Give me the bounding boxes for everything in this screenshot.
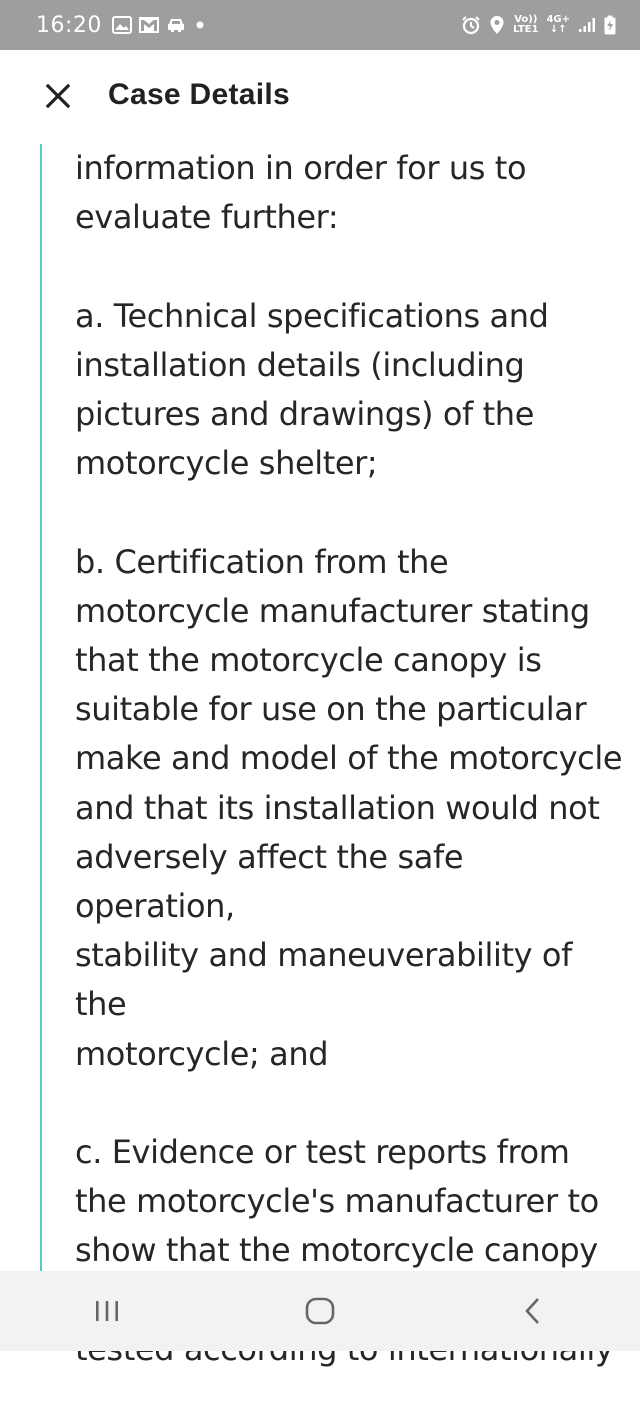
gmail-icon: [138, 16, 160, 34]
home-icon: [304, 1296, 336, 1326]
volte-label-top: Vo)): [514, 14, 538, 25]
system-nav-bar: [0, 1271, 640, 1351]
page-title: Case Details: [108, 78, 291, 111]
paragraph-item-c: c. Evidence or test reports from the motorcycle's manufacturer to show that the motorcycle canopy: [75, 1133, 599, 1270]
notification-dot-icon: [192, 17, 208, 33]
recent-apps-icon: [92, 1298, 122, 1324]
status-bar: [0, 0, 640, 50]
4g-icon: [546, 15, 570, 35]
volte-label-bottom: LTE1: [513, 24, 539, 35]
paragraph-intro: information in order for us to evaluate further:: [75, 149, 527, 237]
status-system-icons: [461, 15, 616, 35]
case-details-content[interactable]: [0, 144, 640, 1271]
home-button[interactable]: [280, 1281, 360, 1341]
quote-accent-line: [40, 144, 42, 1271]
paragraph-item-a: a. Technical specifications and installation details (including pictures and drawings) of the motorcycle shelter;: [75, 296, 549, 483]
close-button[interactable]: [40, 78, 76, 114]
signal-icon: [578, 17, 596, 33]
app-bar: [0, 50, 640, 144]
recent-apps-button[interactable]: [67, 1281, 147, 1341]
gallery-icon: [112, 16, 132, 34]
status-time: 16:20: [36, 12, 102, 38]
volte-icon: [513, 15, 538, 35]
back-button[interactable]: [493, 1281, 573, 1341]
battery-charging-icon: [604, 15, 616, 35]
paragraph-item-b: b. Certification from the motorcycle manufacturer stating that the motorcycle canopy is suitable for use on the particular make and model of the motorcycle and that its installation would not adversely affect the safe operation, stability and maneuverability of the motorcycle; and: [75, 542, 623, 1073]
alarm-icon: [461, 15, 481, 35]
car-icon: [166, 17, 186, 33]
status-notification-icons: [112, 16, 208, 34]
back-icon: [522, 1296, 544, 1326]
net-label-bottom: ↓↑: [549, 24, 567, 35]
case-details-body: [75, 144, 625, 1423]
net-label-top: 4G+: [546, 14, 570, 25]
close-icon: [44, 82, 72, 110]
location-icon: [489, 15, 505, 35]
